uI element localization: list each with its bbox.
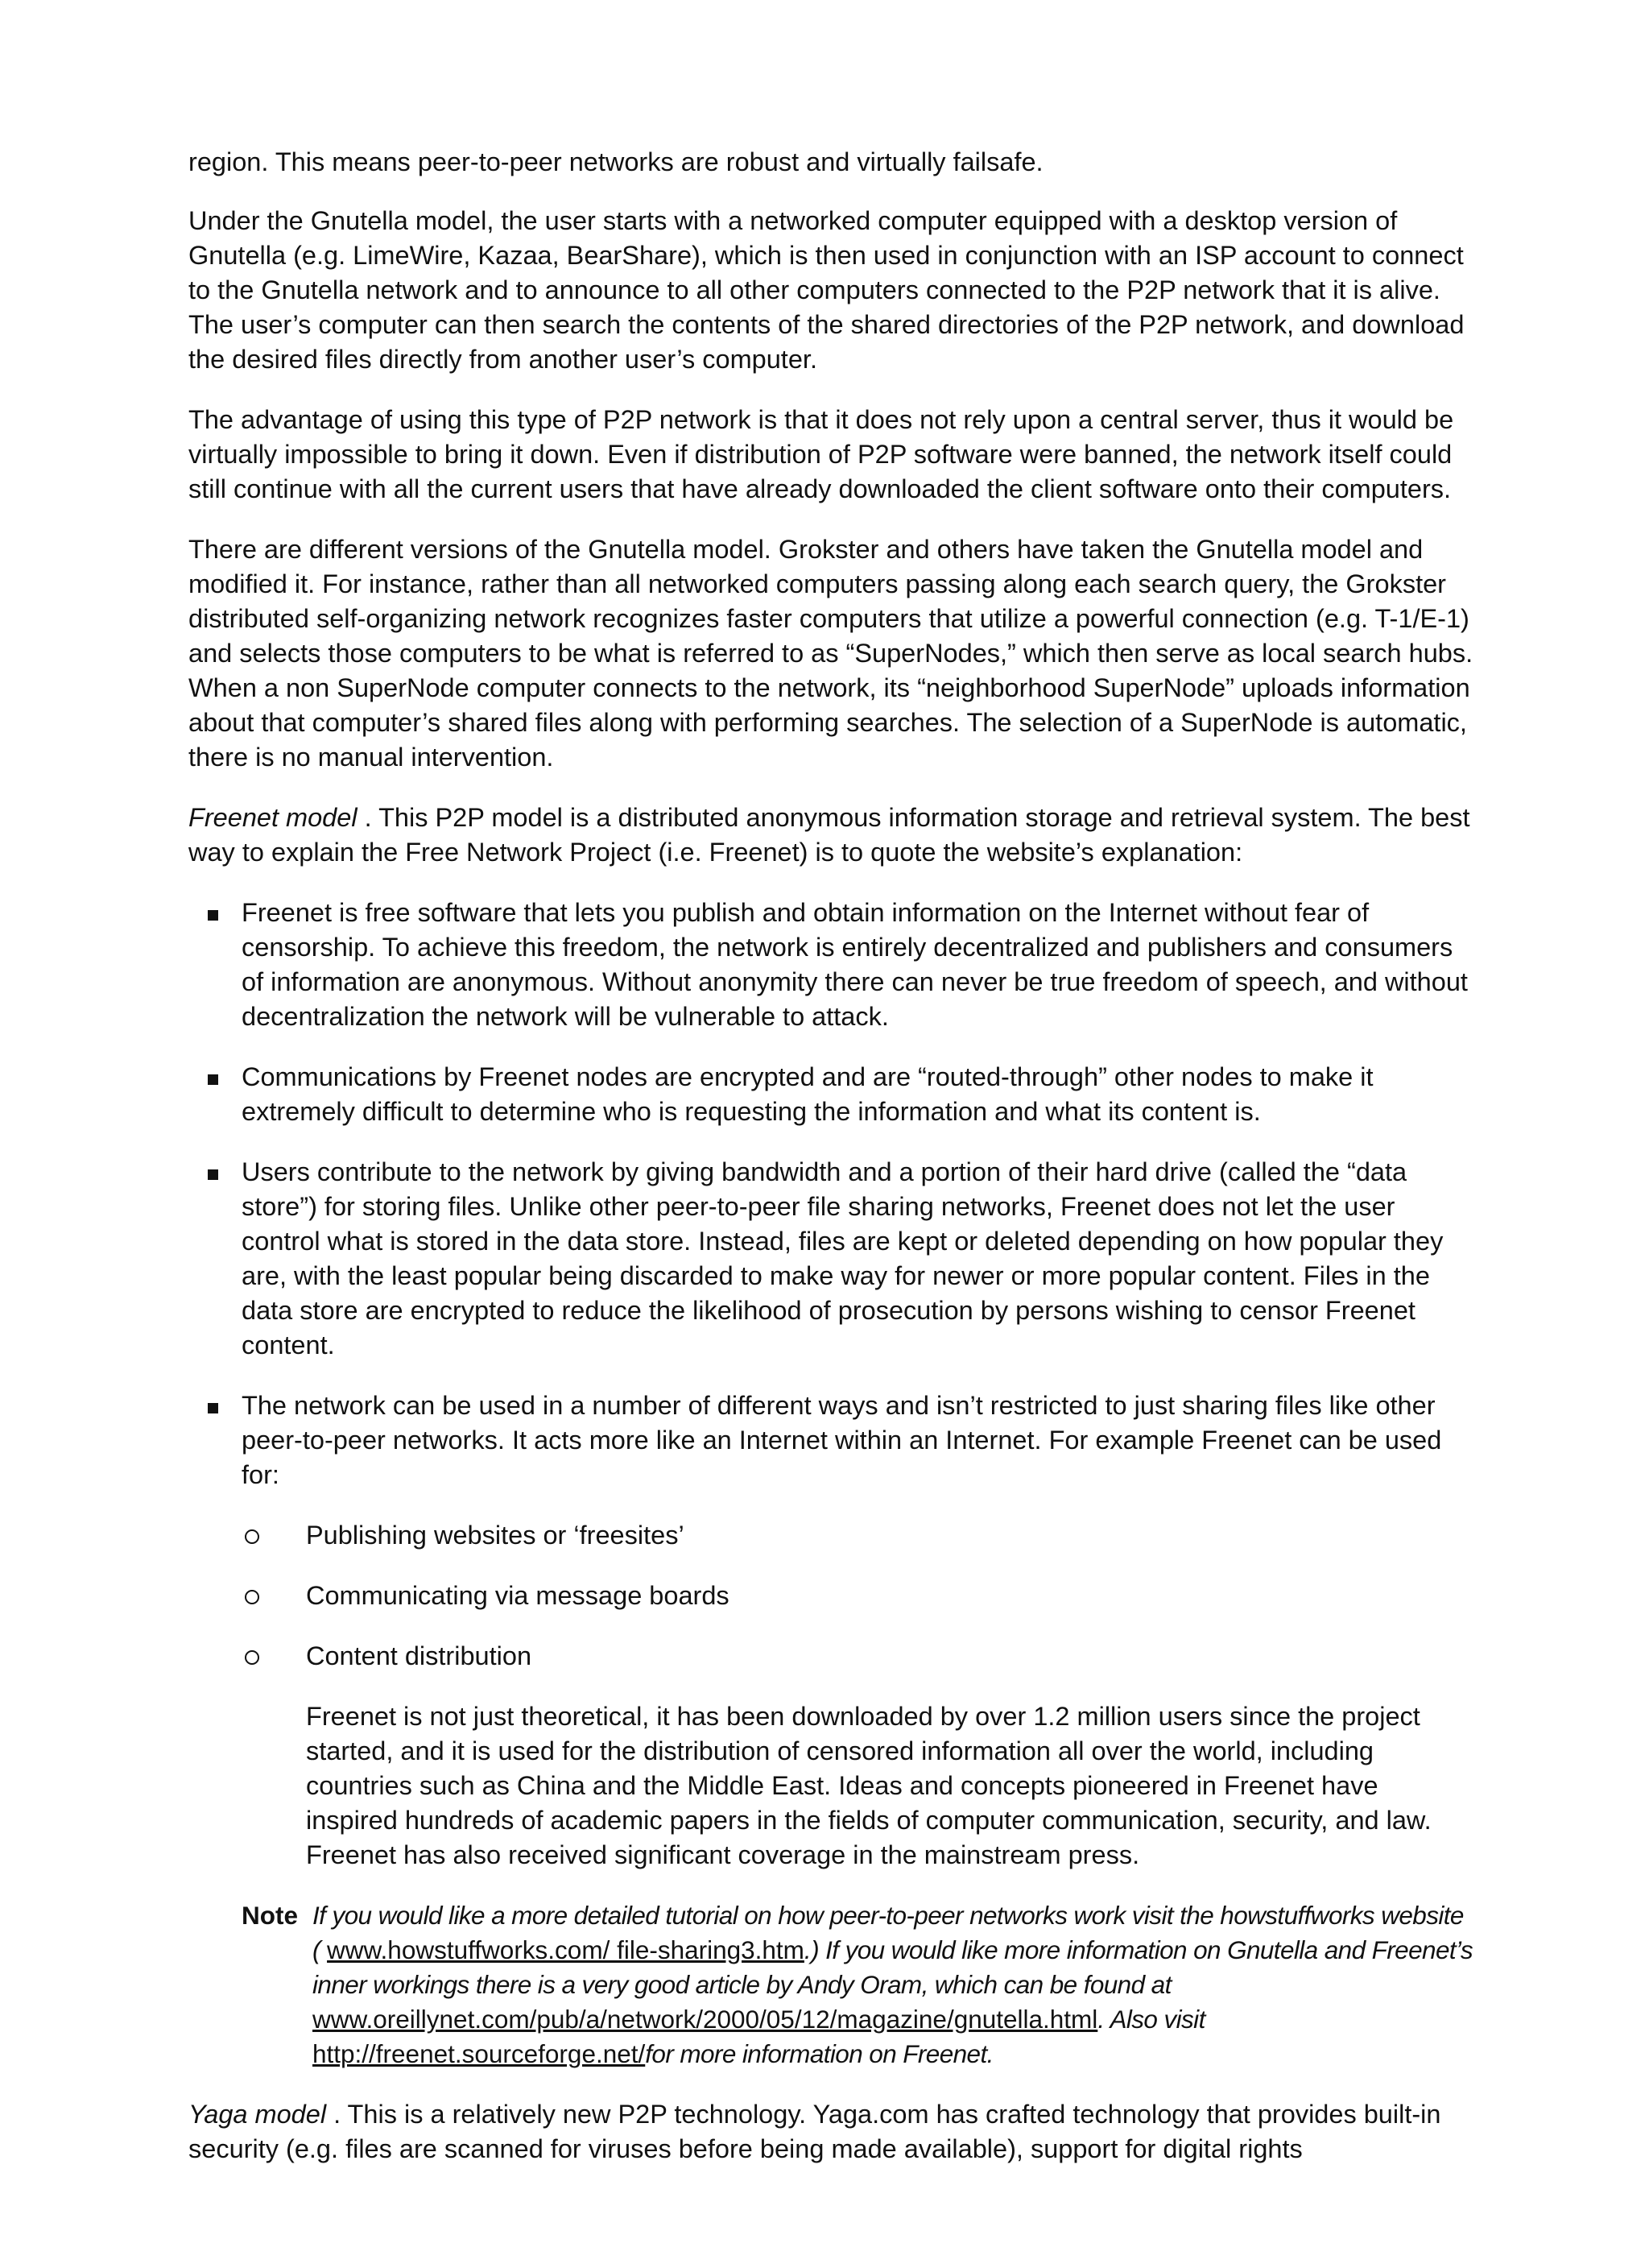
yaga-text: . This is a relatively new P2P technology. Yaga.com has crafted technology that provides built-in security (e.g. files are scanned for viruses before being made available), support for digital rights	[188, 2100, 1441, 2163]
freenet-use-item	[242, 1518, 1477, 1553]
note-label: Note	[242, 1901, 298, 1930]
freenet-bullet-item	[188, 1389, 1477, 1674]
howstuffworks-link[interactable]: www.howstuffworks.com/ file-sharing3.htm	[327, 1935, 804, 1964]
bullet-text: Users contribute to the network by giving bandwidth and a portion of their hard drive (called the “data store”) for storing files. Unlike other peer-to-peer file sharing networks, Freenet does not let the user control what is stored in the data store. Instead, files are kept or deleted depending on how popular they are, with the least popular being discarded to make way for newer or more popular content. Files in the data store are encrypted to reduce the likelihood of prosecution by persons wishing to censor Freenet content.	[242, 1157, 1444, 1360]
freenet-bullet-item	[188, 896, 1477, 1034]
paragraph-robust: region. This means peer-to-peer networks are robust and virtually failsafe.	[188, 147, 1044, 176]
use-text: Publishing websites or ‘freesites’	[306, 1521, 684, 1550]
paragraph-freenet-closing: Freenet is not just theoretical, it has been downloaded by over 1.2 million users since the project started, and it is used for the distribution of censored information all over the world, including countries such as China and the Middle East. Ideas and concepts pioneered in Freenet have inspired hundreds of academic papers in the fields of computer communication, security, and law. Freenet has also received significant coverage in the mainstream press.	[306, 1702, 1432, 1869]
bullet-text: The network can be used in a number of different ways and isn’t restricted to just sharing files like other peer-to-peer networks. It acts more like an Internet within an Internet. For example Freenet can be used for:	[242, 1391, 1442, 1489]
bullet-text: Communications by Freenet nodes are encrypted and are “routed-through” other nodes to make it extremely difficult to determine who is requesting the information and what its content is.	[242, 1062, 1374, 1126]
freenet-bullet-item	[188, 1155, 1477, 1363]
oreillynet-link[interactable]: www.oreillynet.com/pub/a/network/2000/05/12/magazine/gnutella.html	[312, 2005, 1098, 2034]
freenet-bullet-item	[188, 1060, 1477, 1129]
freenet-use-item	[242, 1639, 1477, 1674]
freenet-model-term: Freenet model	[188, 803, 357, 832]
paragraph-yaga	[188, 2097, 1477, 2167]
document-page	[188, 145, 1477, 2192]
note-text-4: for more information on Freenet.	[645, 2039, 994, 2068]
freenet-intro-text: . This P2P model is a distributed anonymous information storage and retrieval system. The best way to explain the Free Network Project (i.e. Freenet) is to quote the website’s explanation:	[188, 803, 1470, 867]
note-text-1: If you would like a more detailed tutorial on how peer-to-peer networks work visit the howstuffworks website (	[312, 1901, 1464, 1964]
use-text: Content distribution	[306, 1641, 532, 1670]
paragraph-gnutella-model: Under the Gnutella model, the user starts with a networked computer equipped with a desktop version of Gnutella (e.g. LimeWire, Kazaa, BearShare), which is then used in conjunction with an ISP account to connect to the Gnutella network and to announce to all other computers connected to the P2P network that it is alive. The user’s computer can then search the contents of the shared directories of the P2P network, and download the desired files directly from another user’s computer.	[188, 206, 1465, 374]
note-text-2: .) If you would like more information on Gnutella and Freenet’s inner workings there is a very good article by Andy Oram, which can be found at	[312, 1935, 1473, 1999]
note-box	[242, 1898, 1477, 2071]
yaga-model-term: Yaga model	[188, 2100, 327, 2129]
bullet-text: Freenet is free software that lets you publish and obtain information on the Internet without fear of censorship. To achieve this freedom, the network is entirely decentralized and publishers and consumers of information are anonymous. Without anonymity there can never be true freedom of speech, and without decentralization the network will be vulnerable to attack.	[242, 898, 1468, 1031]
freenet-uses-list	[242, 1518, 1477, 1674]
note-text-3: . Also visit	[1097, 2005, 1205, 2034]
freenet-use-item	[242, 1579, 1477, 1613]
freenet-sourceforge-link[interactable]: http://freenet.sourceforge.net/	[312, 2039, 646, 2068]
paragraph-p2p-advantage: The advantage of using this type of P2P network is that it does not rely upon a central server, thus it would be virtually impossible to bring it down. Even if distribution of P2P software were banned, the network itself could still continue with all the current users that have already downloaded the client software onto their computers.	[188, 405, 1454, 503]
paragraph-freenet-intro	[188, 801, 1477, 870]
paragraph-grokster: There are different versions of the Gnutella model. Grokster and others have taken the Gnutella model and modified it. For instance, rather than all networked computers passing along each search query, the Grokster distributed self-organizing network recognizes faster computers that utilize a powerful connection (e.g. T-1/E-1) and selects those computers to be what is referred to as “SuperNodes,” which then serve as local search hubs. When a non SuperNode computer connects to the network, its “neighborhood SuperNode” uploads information about that computer’s shared files along with performing searches. The selection of a SuperNode is automatic, there is no manual intervention.	[188, 535, 1473, 772]
freenet-bullet-list	[188, 896, 1477, 1674]
use-text: Communicating via message boards	[306, 1581, 729, 1610]
